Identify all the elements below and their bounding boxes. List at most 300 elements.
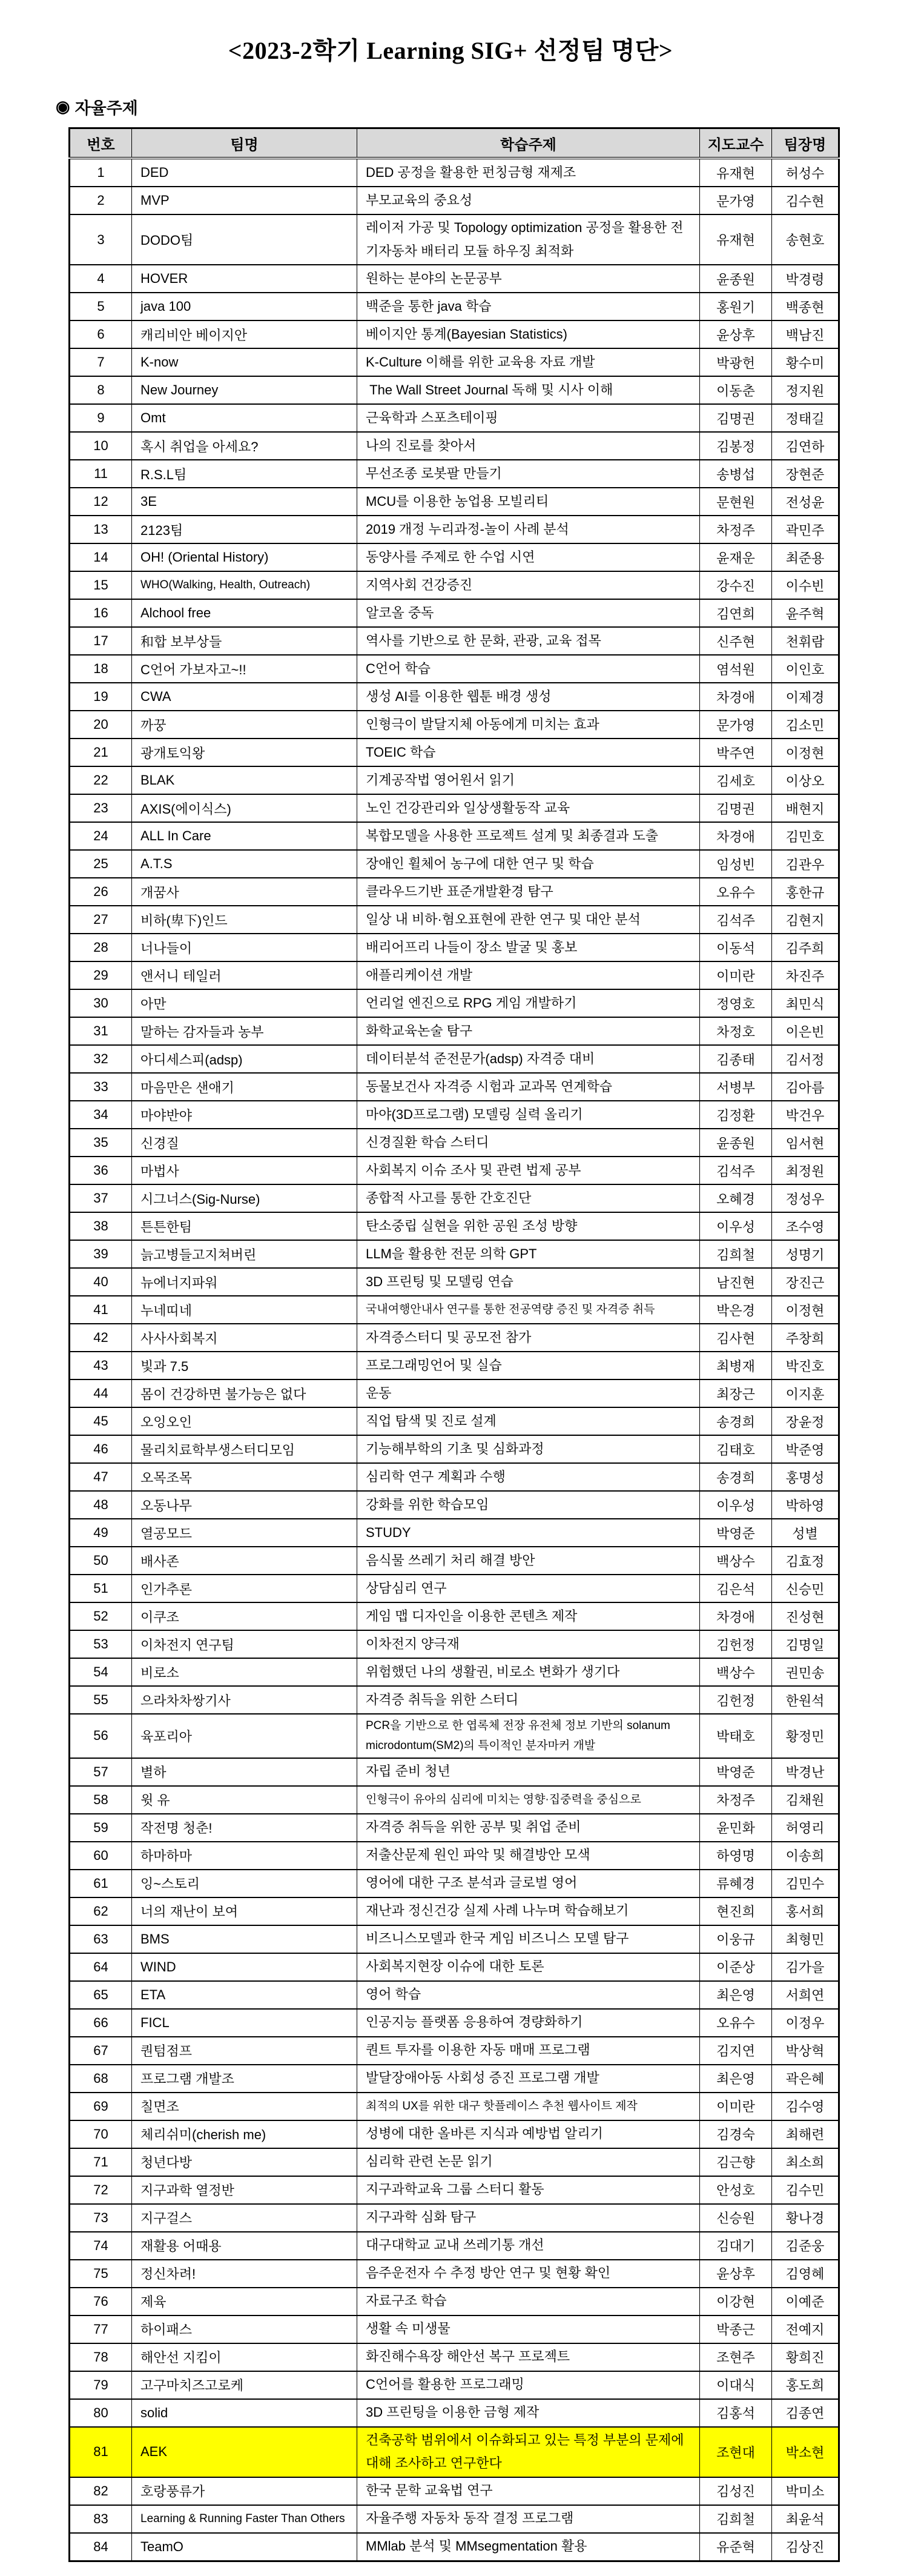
table-row [70, 599, 839, 627]
cell-num: 72 [70, 2176, 132, 2204]
cell-team: 호랑풍류가 [132, 2477, 357, 2505]
cell-advisor: 송경희 [700, 1463, 772, 1491]
cell-team: 신경질 [132, 1129, 357, 1157]
cell-leader: 최소희 [772, 2148, 839, 2176]
cell-num: 80 [70, 2399, 132, 2427]
table-row [70, 2065, 839, 2093]
cell-num: 51 [70, 1575, 132, 1602]
cell-leader: 홍도희 [772, 2371, 839, 2399]
cell-team: 고구마치즈고로케 [132, 2371, 357, 2399]
cell-leader: 김종연 [772, 2399, 839, 2427]
cell-topic: 저출산문제 원인 파악 및 해결방안 모색 [357, 1842, 700, 1870]
cell-team: 별하 [132, 1758, 357, 1786]
cell-leader: 김효정 [772, 1547, 839, 1575]
table-row [70, 2093, 839, 2120]
cell-topic: 백준을 통한 java 학습 [357, 293, 700, 320]
cell-leader: 최정원 [772, 1157, 839, 1184]
cell-topic: 음식물 쓰레기 처리 해결 방안 [357, 1547, 700, 1575]
cell-advisor: 박종근 [700, 2315, 772, 2343]
cell-team: 2123팀 [132, 516, 357, 543]
cell-num: 23 [70, 794, 132, 822]
cell-topic: 장애인 휠체어 농구에 대한 연구 및 학습 [357, 850, 700, 878]
table-row [70, 1268, 839, 1296]
team-table-body [70, 158, 839, 2561]
cell-team: Alchool free [132, 599, 357, 627]
cell-num: 27 [70, 906, 132, 934]
cell-team: TeamO [132, 2533, 357, 2561]
cell-num: 28 [70, 934, 132, 961]
cell-num: 39 [70, 1240, 132, 1268]
cell-leader: 이정현 [772, 739, 839, 766]
cell-advisor: 이준상 [700, 1953, 772, 1981]
section-bullet-icon: ◉ [56, 98, 70, 116]
cell-advisor: 윤상후 [700, 2260, 772, 2288]
table-row [70, 1407, 839, 1435]
cell-leader: 전성윤 [772, 488, 839, 516]
cell-team: 튼튼한팀 [132, 1212, 357, 1240]
cell-advisor: 박주연 [700, 739, 772, 766]
header-leader: 팀장명 [772, 128, 839, 159]
cell-leader: 이정우 [772, 2009, 839, 2037]
cell-team: 제육 [132, 2288, 357, 2315]
cell-num: 37 [70, 1184, 132, 1212]
table-row [70, 2148, 839, 2176]
table-row [70, 739, 839, 766]
cell-leader: 최민식 [772, 989, 839, 1017]
table-row [70, 2204, 839, 2232]
cell-team: 너의 재난이 보여 [132, 1897, 357, 1925]
table-row [70, 293, 839, 320]
cell-advisor: 유준혁 [700, 2533, 772, 2561]
table-row [70, 1491, 839, 1519]
cell-topic: 자격증 취득을 위한 스터디 [357, 1686, 700, 1714]
cell-topic: 3D 프린팅 및 모델링 연습 [357, 1268, 700, 1296]
table-row [70, 822, 839, 850]
table-row [70, 627, 839, 655]
cell-leader: 홍명성 [772, 1463, 839, 1491]
cell-num: 59 [70, 1814, 132, 1842]
cell-advisor: 이강현 [700, 2288, 772, 2315]
cell-team: AXIS(에이식스) [132, 794, 357, 822]
cell-num: 62 [70, 1897, 132, 1925]
table-row [70, 2232, 839, 2260]
table-row [70, 2009, 839, 2037]
cell-topic: 레이저 가공 및 Topology optimization 공정을 활용한 전기자동차 배터리 모듈 하우징 최적화 [357, 214, 700, 265]
cell-num: 16 [70, 599, 132, 627]
cell-topic: PCR을 기반으로 한 엽록체 전장 유전체 정보 기반의 solanum microdontum(SM2)의 특이적인 분자마커 개발 [357, 1714, 700, 1758]
cell-team: 프로그램 개발조 [132, 2065, 357, 2093]
cell-advisor: 문가영 [700, 187, 772, 214]
cell-team: ALL In Care [132, 822, 357, 850]
cell-topic: 배리어프리 나들이 장소 발굴 및 홍보 [357, 934, 700, 961]
cell-num: 7 [70, 348, 132, 376]
table-row [70, 348, 839, 376]
cell-advisor: 최병재 [700, 1352, 772, 1379]
cell-leader: 박상혁 [772, 2037, 839, 2065]
cell-advisor: 이동석 [700, 934, 772, 961]
cell-topic: 자율주행 자동차 동작 결정 프로그램 [357, 2505, 700, 2533]
table-row [70, 1212, 839, 1240]
cell-topic: 상담심리 연구 [357, 1575, 700, 1602]
table-row [70, 1630, 839, 1658]
table-row [70, 1925, 839, 1953]
cell-leader: 곽민주 [772, 516, 839, 543]
cell-leader: 최해련 [772, 2120, 839, 2148]
cell-advisor: 서병부 [700, 1073, 772, 1101]
table-header [70, 128, 839, 159]
cell-team: 이쿠조 [132, 1602, 357, 1630]
cell-advisor: 윤재운 [700, 543, 772, 571]
cell-num: 25 [70, 850, 132, 878]
cell-team: 개꿈사 [132, 878, 357, 906]
cell-leader: 황정민 [772, 1714, 839, 1758]
cell-advisor: 차경애 [700, 683, 772, 711]
cell-advisor: 김희철 [700, 1240, 772, 1268]
cell-team: 배사존 [132, 1547, 357, 1575]
cell-team: 마음만은 샌애기 [132, 1073, 357, 1101]
cell-team: 재활용 어때용 [132, 2232, 357, 2260]
cell-advisor: 차경애 [700, 822, 772, 850]
cell-leader: 김영혜 [772, 2260, 839, 2288]
cell-advisor: 임성빈 [700, 850, 772, 878]
cell-leader: 이예준 [772, 2288, 839, 2315]
cell-team: 뉴에너지파워 [132, 1268, 357, 1296]
cell-leader: 박경난 [772, 1758, 839, 1786]
table-row [70, 989, 839, 1017]
cell-num: 66 [70, 2009, 132, 2037]
cell-leader: 이인호 [772, 655, 839, 683]
cell-leader: 황나경 [772, 2204, 839, 2232]
cell-leader: 김소민 [772, 711, 839, 739]
cell-leader: 이제경 [772, 683, 839, 711]
cell-num: 58 [70, 1786, 132, 1814]
cell-team: 퀀텀점프 [132, 2037, 357, 2065]
cell-num: 38 [70, 1212, 132, 1240]
cell-advisor: 김헌정 [700, 1686, 772, 1714]
cell-advisor: 차정주 [700, 1786, 772, 1814]
cell-topic: 근육학과 스포츠테이핑 [357, 404, 700, 432]
table-row [70, 1870, 839, 1897]
table-row [70, 432, 839, 460]
cell-leader: 주창희 [772, 1324, 839, 1352]
cell-advisor: 김명권 [700, 794, 772, 822]
cell-advisor: 김근향 [700, 2148, 772, 2176]
cell-team: java 100 [132, 293, 357, 320]
cell-team: 늙고병들고지쳐버린 [132, 1240, 357, 1268]
cell-num: 9 [70, 404, 132, 432]
cell-num: 64 [70, 1953, 132, 1981]
cell-num: 13 [70, 516, 132, 543]
cell-advisor: 김성진 [700, 2477, 772, 2505]
table-row [70, 878, 839, 906]
cell-topic: 애플리케이션 개발 [357, 961, 700, 989]
cell-leader: 황희진 [772, 2343, 839, 2371]
cell-topic: 직업 탐색 및 진로 설계 [357, 1407, 700, 1435]
cell-topic: STUDY [357, 1519, 700, 1547]
cell-topic: 사회복지 이슈 조사 및 관련 법제 공부 [357, 1157, 700, 1184]
cell-leader: 홍서희 [772, 1897, 839, 1925]
cell-topic: 심리학 연구 계획과 수행 [357, 1463, 700, 1491]
cell-num: 56 [70, 1714, 132, 1758]
cell-advisor: 류혜경 [700, 1870, 772, 1897]
table-row [70, 794, 839, 822]
table-row [70, 906, 839, 934]
cell-leader: 박준영 [772, 1435, 839, 1463]
cell-leader: 최윤석 [772, 2505, 839, 2533]
cell-team: 오동나무 [132, 1491, 357, 1519]
cell-num: 50 [70, 1547, 132, 1575]
cell-team: R.S.L팀 [132, 460, 357, 488]
table-row [70, 1017, 839, 1045]
cell-team: 마야반야 [132, 1101, 357, 1129]
cell-topic: 성병에 대한 올바른 지식과 예방법 알리기 [357, 2120, 700, 2148]
section-label [56, 95, 901, 119]
cell-topic: K-Culture 이해를 위한 교육용 자료 개발 [357, 348, 700, 376]
cell-topic: 언리얼 엔진으로 RPG 게임 개발하기 [357, 989, 700, 1017]
cell-advisor: 조현주 [700, 2343, 772, 2371]
cell-topic: 생성 AI를 이용한 웹툰 배경 생성 [357, 683, 700, 711]
cell-num: 53 [70, 1630, 132, 1658]
cell-leader: 송현호 [772, 214, 839, 265]
cell-team: 아디세스피(adsp) [132, 1045, 357, 1073]
cell-num: 42 [70, 1324, 132, 1352]
cell-num: 20 [70, 711, 132, 739]
table-row [70, 320, 839, 348]
cell-num: 67 [70, 2037, 132, 2065]
table-row [70, 1686, 839, 1714]
table-row [70, 1602, 839, 1630]
cell-team: 지구걸스 [132, 2204, 357, 2232]
table-header-row [70, 128, 839, 159]
cell-advisor: 오혜경 [700, 1184, 772, 1212]
cell-leader: 김연하 [772, 432, 839, 460]
cell-team: MVP [132, 187, 357, 214]
cell-team: 정신차려! [132, 2260, 357, 2288]
cell-leader: 정성우 [772, 1184, 839, 1212]
cell-num: 21 [70, 739, 132, 766]
cell-num: 74 [70, 2232, 132, 2260]
cell-leader: 박미소 [772, 2477, 839, 2505]
cell-team: 너나들이 [132, 934, 357, 961]
cell-num: 76 [70, 2288, 132, 2315]
table-row [70, 1758, 839, 1786]
table-row [70, 1575, 839, 1602]
cell-num: 52 [70, 1602, 132, 1630]
cell-team: 육포리아 [132, 1714, 357, 1758]
cell-topic: 심리학 관련 논문 읽기 [357, 2148, 700, 2176]
table-row [70, 516, 839, 543]
table-row [70, 1519, 839, 1547]
table-row [70, 2288, 839, 2315]
cell-topic: 건축공학 범위에서 이슈화되고 있는 특정 부분의 문제에 대해 조사하고 연구한다 [357, 2427, 700, 2477]
cell-num: 57 [70, 1758, 132, 1786]
cell-advisor: 염석원 [700, 655, 772, 683]
cell-advisor: 김지연 [700, 2037, 772, 2065]
cell-topic: 한국 문학 교육법 연구 [357, 2477, 700, 2505]
cell-advisor: 안성호 [700, 2176, 772, 2204]
cell-topic: 지역사회 건강증진 [357, 571, 700, 599]
table-row [70, 1157, 839, 1184]
cell-num: 65 [70, 1981, 132, 2009]
cell-leader: 허성수 [772, 158, 839, 187]
cell-num: 43 [70, 1352, 132, 1379]
cell-team: 和합 보부상들 [132, 627, 357, 655]
cell-team: CWA [132, 683, 357, 711]
cell-leader: 정지원 [772, 376, 839, 404]
table-row [70, 571, 839, 599]
cell-topic: 비즈니스모델과 한국 게임 비즈니스 모델 탐구 [357, 1925, 700, 1953]
cell-team: solid [132, 2399, 357, 2427]
cell-num: 11 [70, 460, 132, 488]
cell-num: 55 [70, 1686, 132, 1714]
table-row [70, 404, 839, 432]
cell-topic: MCU를 이용한 농업용 모빌리티 [357, 488, 700, 516]
cell-leader: 박진호 [772, 1352, 839, 1379]
cell-team: 지구과학 열정반 [132, 2176, 357, 2204]
cell-leader: 김채원 [772, 1786, 839, 1814]
cell-advisor: 강수진 [700, 571, 772, 599]
cell-team: 하이패스 [132, 2315, 357, 2343]
cell-advisor: 이웅규 [700, 1925, 772, 1953]
cell-leader: 허영리 [772, 1814, 839, 1842]
cell-num: 32 [70, 1045, 132, 1073]
table-row [70, 1435, 839, 1463]
cell-topic: 발달장애아동 사회성 증진 프로그램 개발 [357, 2065, 700, 2093]
cell-num: 40 [70, 1268, 132, 1296]
header-topic: 학습주제 [357, 128, 700, 159]
cell-advisor: 김세호 [700, 766, 772, 794]
cell-leader: 장현준 [772, 460, 839, 488]
cell-advisor: 김대기 [700, 2232, 772, 2260]
table-row [70, 2371, 839, 2399]
cell-leader: 김수민 [772, 2176, 839, 2204]
cell-advisor: 김연희 [700, 599, 772, 627]
cell-team: OH! (Oriental History) [132, 543, 357, 571]
table-row [70, 2505, 839, 2533]
cell-topic: 원하는 분야의 논문공부 [357, 265, 700, 293]
cell-leader: 진성현 [772, 1602, 839, 1630]
cell-topic: The Wall Street Journal 독해 및 시사 이해 [357, 376, 700, 404]
cell-team: ETA [132, 1981, 357, 2009]
cell-leader: 김서정 [772, 1045, 839, 1073]
table-row [70, 1352, 839, 1379]
cell-advisor: 문가영 [700, 711, 772, 739]
cell-leader: 성별 [772, 1519, 839, 1547]
table-row [70, 214, 839, 265]
cell-topic: 데이터분석 준전문가(adsp) 자격증 대비 [357, 1045, 700, 1073]
cell-team: 청년다방 [132, 2148, 357, 2176]
cell-team: 잉~스토리 [132, 1870, 357, 1897]
cell-advisor: 김희철 [700, 2505, 772, 2533]
cell-advisor: 이미란 [700, 2093, 772, 2120]
cell-team: 까꿍 [132, 711, 357, 739]
cell-leader: 홍한규 [772, 878, 839, 906]
cell-team: 오목조목 [132, 1463, 357, 1491]
cell-leader: 김아름 [772, 1073, 839, 1101]
table-row [70, 1981, 839, 2009]
cell-team: 앤서니 테일러 [132, 961, 357, 989]
table-row [70, 1897, 839, 1925]
cell-advisor: 백상수 [700, 1547, 772, 1575]
cell-topic: 탄소중립 실현을 위한 공원 조성 방향 [357, 1212, 700, 1240]
table-row [70, 460, 839, 488]
cell-topic: 인공지능 플랫폼 응용하여 경량화하기 [357, 2009, 700, 2037]
cell-leader: 김수현 [772, 187, 839, 214]
cell-advisor: 최은영 [700, 1981, 772, 2009]
cell-topic: 신경질환 학습 스터디 [357, 1129, 700, 1157]
table-row [70, 2120, 839, 2148]
cell-advisor: 김종태 [700, 1045, 772, 1073]
table-row [70, 1714, 839, 1758]
cell-advisor: 김헌정 [700, 1630, 772, 1658]
cell-num: 82 [70, 2477, 132, 2505]
table-row [70, 1073, 839, 1101]
cell-leader: 이송희 [772, 1842, 839, 1870]
cell-num: 4 [70, 265, 132, 293]
cell-team: A.T.S [132, 850, 357, 878]
table-row [70, 2533, 839, 2561]
table-row [70, 655, 839, 683]
cell-num: 83 [70, 2505, 132, 2533]
cell-team: 물리치료학부생스터디모임 [132, 1435, 357, 1463]
table-row [70, 2176, 839, 2204]
cell-team: WHO(Walking, Health, Outreach) [132, 571, 357, 599]
cell-num: 8 [70, 376, 132, 404]
table-row [70, 1953, 839, 1981]
table-row [70, 711, 839, 739]
cell-num: 24 [70, 822, 132, 850]
cell-leader: 곽은혜 [772, 2065, 839, 2093]
cell-num: 45 [70, 1407, 132, 1435]
cell-advisor: 신승원 [700, 2204, 772, 2232]
cell-num: 17 [70, 627, 132, 655]
cell-advisor: 하영명 [700, 1842, 772, 1870]
cell-advisor: 정영호 [700, 989, 772, 1017]
cell-leader: 임서현 [772, 1129, 839, 1157]
cell-team: 마법사 [132, 1157, 357, 1184]
cell-topic: 생활 속 미생물 [357, 2315, 700, 2343]
cell-topic: 마야(3D프로그램) 모델링 실력 올리기 [357, 1101, 700, 1129]
cell-advisor: 윤종원 [700, 1129, 772, 1157]
cell-num: 70 [70, 2120, 132, 2148]
cell-leader: 이은빈 [772, 1017, 839, 1045]
table-row [70, 1379, 839, 1407]
cell-num: 33 [70, 1073, 132, 1101]
table-row [70, 1101, 839, 1129]
cell-leader: 김준웅 [772, 2232, 839, 2260]
cell-leader: 천휘람 [772, 627, 839, 655]
cell-team: 이차전지 연구팀 [132, 1630, 357, 1658]
cell-leader: 서희연 [772, 1981, 839, 2009]
cell-team: FICL [132, 2009, 357, 2037]
table-row [70, 1658, 839, 1686]
cell-advisor: 최장근 [700, 1379, 772, 1407]
cell-leader: 장진근 [772, 1268, 839, 1296]
cell-advisor: 김경숙 [700, 2120, 772, 2148]
table-row [70, 187, 839, 214]
cell-topic: 자료구조 학습 [357, 2288, 700, 2315]
cell-num: 68 [70, 2065, 132, 2093]
cell-num: 30 [70, 989, 132, 1017]
cell-topic: 자격증 취득을 위한 공부 및 취업 준비 [357, 1814, 700, 1842]
cell-advisor: 오유수 [700, 878, 772, 906]
cell-topic: 음주운전자 수 추정 방안 연구 및 현황 확인 [357, 2260, 700, 2288]
cell-advisor: 차경애 [700, 1602, 772, 1630]
cell-num: 61 [70, 1870, 132, 1897]
table-row [70, 766, 839, 794]
cell-advisor: 윤민화 [700, 1814, 772, 1842]
cell-team: 빛과 7.5 [132, 1352, 357, 1379]
